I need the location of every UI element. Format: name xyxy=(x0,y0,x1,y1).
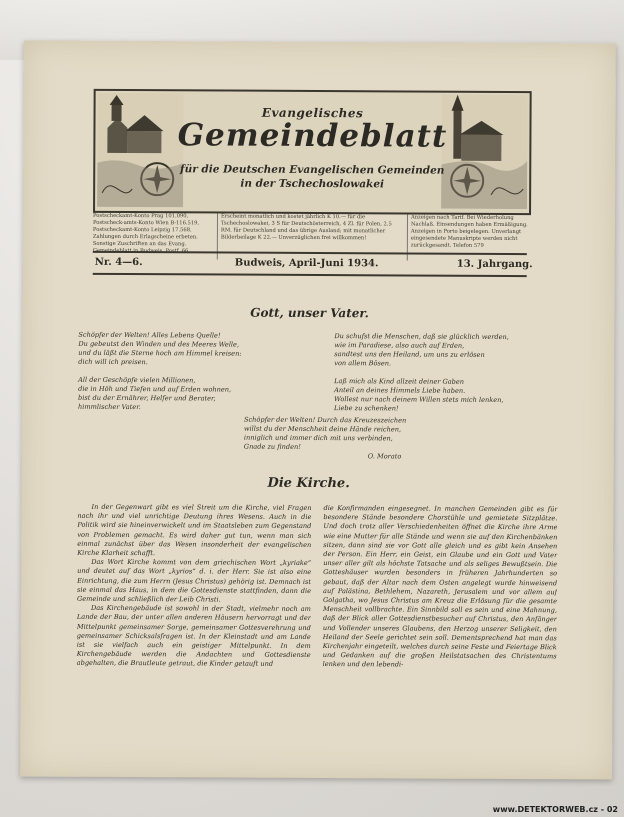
poem-center: Schöpfer der Welten! Durch das Kreuzeszeichen willst du der Menschheit deine Hände reichen, inniglich und immer dich mit uns verbinden, Gnade zu finden! xyxy=(243,415,407,451)
article-paragraph: die Konfirmanden eingesegnet. In manchen Gemeinden gibt es für besondere Stände besondere Chorstühle und gemietete Sitzplätze. Und doch trotz aller Verschiedenheiten öffnet die Kirche ihre Arme wie eine Mutter für alle Stände und wenn sie auf den Kirchenbänken sitzen, dann sind sie vor Gott alle gleich und es gibt kein Ansehen der Person. Ein Herr, ein Geist, ein Glaube und ein Gott und Vater unser aller gilt als höchste Tatsache und als seliges Bewußtsein. Die Gotteshäuser wurden besonders in früheren Jahrhunderten so gebaut, daß der Altar nach dem Osten angelegt wurde hinweisend auf Palästina, Bethlehem, Nazareth, Jerusalem und vor allem auf Golgatha, wo Jesus Christus am Kreuz die Erlösung für die gesamte Menschheit vollbrachte. Ein Sinnbild soll es sein und eine Mahnung, daß der Blick aller Gottesdienstbesucher auf Christus, den Anfänger und Vollender unseres Glaubens, den Herzog unserer Seligkeit, den Heiland der Seele gerichtet sein soll. Dementsprechend hat man das Kirchenjahr eingeteilt, welches durch seine Feste und Feiertage Blick und Gedanken auf die großen Heilstatsachen des Christentums lenken und den lebendi- xyxy=(322,504,558,669)
masthead-subtitle-2: in der Tschechoslowakei xyxy=(240,177,385,191)
issue-place-date: Budweis, April-Juni 1934. xyxy=(234,257,379,270)
info-postal: Postscheckamt-Konto Prag 101.090, Postscheck-amts-Konto Wien B-116.519, Postscheckamt-Konto Leipzig 17.568. Zahlungen durch Erlagscheine erbeten. Sonstige Zuschriften an das Evang. xyxy=(92,212,200,248)
poem-author: O. Morato xyxy=(367,452,402,461)
poem-left: Schöpfer der Welten! Alles Lebens Quelle! Du gebeutst den Winden und des Meeres Welle, und du läßt die Sterne hoch am Himmel kreisen: dich will ich preisen. All der Geschöpfe vielen Millionen, die in Höh und Tiefen und auf Erden wohnen, bist du der Ernährer, Helfer und Berater, himmlischer Vater. xyxy=(77,330,242,412)
poem-right: Du schufst die Menschen, daß sie glücklich werden, wie im Paradiese, also auch auf Erden, sandtest uns den Heiland, um uns zu erlösen von allem Bösen. Laß mich als Kind allzeit deiner Gaben Anteil an deines Himmels Liebe haben. Wollest nur nach deinem Willen stets mich lenken, Liebe zu schenken! xyxy=(333,332,509,413)
masthead-title: Gemeindeblatt xyxy=(177,117,448,155)
poem-title: Gott, unser Vater. xyxy=(250,305,369,321)
article-title: Die Kirche. xyxy=(267,475,350,492)
rule-bottom xyxy=(93,273,527,277)
article-paragraph: In der Gegenwart gibt es viel Streit um die Kirche, viel Fragen nach ihr und viel unrichtige Deutung ihres Wesens. Auch in die Politik wird sie hineinverwickelt und im Staatsleben zum Gegenstand von Problemen gemacht. Es wird daher gut tun, wenn man sich einmal zunächst über das Wesen insonderheit der evangelischen Kirche Klarheit schafft. xyxy=(77,502,312,558)
masthead-subtitle-1: für die Deutschen Evangelischen Gemeinden xyxy=(180,163,445,177)
newspaper-page xyxy=(20,40,616,779)
issue-number: Nr. 4—6. xyxy=(94,256,143,269)
masthead-kicker: Evangelisches xyxy=(261,105,364,121)
watermark: www.DETEKTORWEB.cz - 02 xyxy=(492,805,618,814)
info-advertising: Anzeigen nach Tarif. Bei Wiederholung Nachlaß. Einsendungen haben Ermäßigung. Anzeigen in Porto beigelegen. Unverlangt eingesendete Manuskripte werden nicht zurückgesandt. Telefon 579 xyxy=(407,214,531,261)
masthead xyxy=(93,89,532,215)
info-subscription: Erscheint monatlich und kostet jährlich K 10.— für die Tschechoslowakei, 3 S für Deutschösterreich, 4 Zl. für Polen, 2.5 RM. für Deutschland und das übrige Ausland; mit monatlicher Bilderbeilage K 22.— Unverzüglichen frei willkommen! xyxy=(217,213,401,260)
article-column-left xyxy=(76,503,311,766)
publication-info xyxy=(93,213,527,263)
issue-volume: 13. Jahrgang. xyxy=(456,258,533,271)
article-paragraph: Das Kirchengebäude ist sowohl in der Stadt, vielmehr noch am Lande der Bau, der unter allen anderen Häusern hervorragt und der Mittelpunkt gemeinsamer Sorge, gemeinsamer Gottesverehrung und gemeinsamer Schicksalsfragen ist. In der Kleinstadt und am Lande ist sie vielfach auch ein geistiger Mittelpunkt. In dem Kirchengebäude werden die Andachten und Gottesdienste abgehalten, die Brautleute getraut, die Kinder getauft und xyxy=(76,604,311,669)
article-column-right xyxy=(322,504,557,767)
article-paragraph: Das Wort Kirche kommt von dem griechischen Wort „kyriake“ und deutet auf das Wort „kyrios“ d. i. der Herr. Sie ist also eine Einrichtung, die zum Herrn (Jesus Christus) gehörig ist. Demnach ist sie einmal das Haus, in dem die Gottesdienste stattfinden, dann die Gemeinde und schließlich der Leib Christi. xyxy=(76,558,312,604)
